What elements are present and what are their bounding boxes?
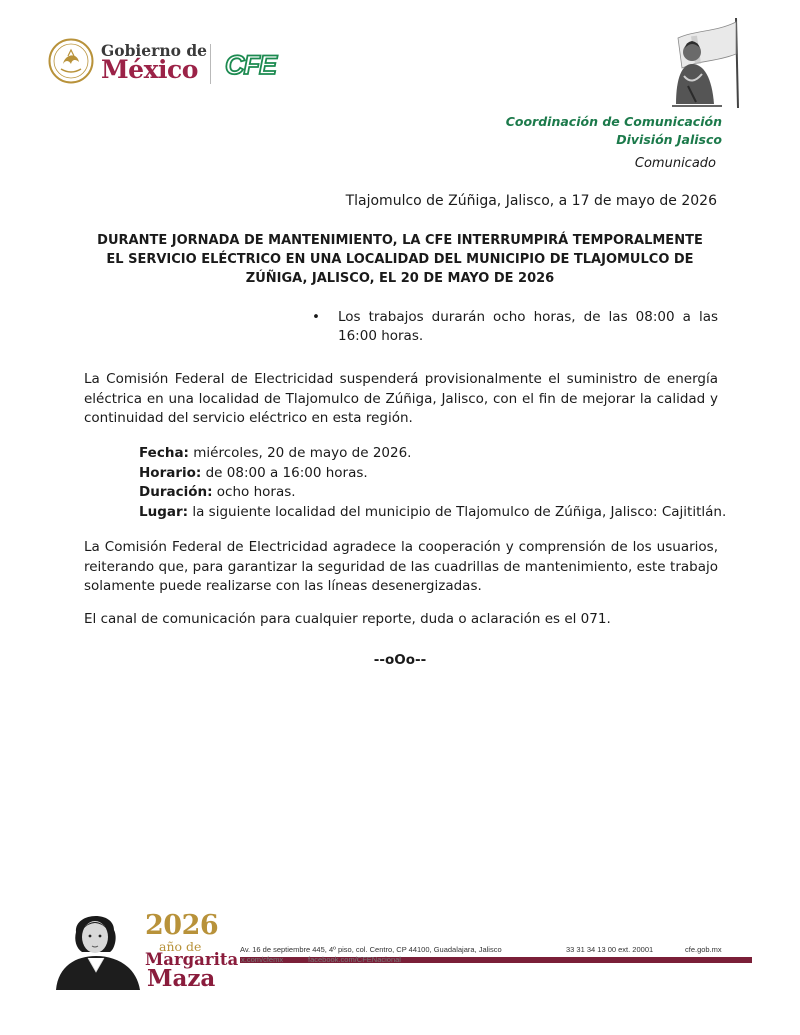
honoree-first-name: Margarita [145, 950, 239, 969]
bullet-icon: • [312, 309, 320, 325]
department-title: Coordinación de Comunicación [505, 114, 722, 129]
detail-value: miércoles, 20 de mayo de 2026. [193, 445, 412, 461]
logo-divider [210, 44, 211, 84]
footer-website-link[interactable]: cfe.gob.mx [685, 945, 722, 954]
footer-facebook-link[interactable]: facebook.com/CFENacional [308, 956, 401, 964]
press-release-headline: DURANTE JORNADA DE MANTENIMIENTO, LA CFE INTERRUMPIRÁ TEMPORALMENTE EL SERVICIO ELÉCTRICO EN UNA LOCALIDAD DEL MUNICIPIO DE TLAJOMULCO DE ZÚÑIGA, JALISCO, EL 20 DE MAYO DE 2026 [97, 233, 703, 286]
summary-bullet-text: Los trabajos durarán ocho horas, de las 08:00 a las 16:00 horas. [338, 309, 718, 344]
body-paragraph-3: El canal de comunicación para cualquier reporte, duda o aclaración es el 071. [84, 611, 611, 627]
detail-value: ocho horas. [216, 484, 296, 500]
year-subtitle: año de [159, 939, 202, 954]
gobierno-de-text: Gobierno de [101, 41, 208, 60]
year-text: 2026 [145, 910, 219, 941]
outage-details [139, 444, 729, 522]
detail-value: la siguiente localidad del municipio de Tlajomulco de Zúñiga, Jalisco: Cajititlán. [192, 503, 727, 520]
gobierno-mexico-cfe-logo [48, 38, 288, 88]
footer-phone: 33 31 34 13 00 ext. 20001 [566, 945, 654, 954]
closing-mark: --oOo-- [373, 652, 427, 668]
honoree-last-name: Maza [147, 965, 216, 992]
cfe-logo-text: CFE [225, 50, 276, 80]
body-paragraph-1: La Comisión Federal de Electricidad suspenderá provisionalmente el suministro de energía eléctrica en una localidad de Tlajomulco de Zúñiga, Jalisco, con el fin de mejorar la calidad y continuidad del servicio eléctrico en esta región. [84, 371, 718, 426]
summary-bullet [312, 308, 718, 346]
detail-label: Fecha: [139, 445, 189, 461]
national-seal-icon [48, 38, 94, 84]
detail-row-horario [139, 464, 729, 484]
detail-label: Duración: [139, 484, 213, 500]
body-paragraph-2: La Comisión Federal de Electricidad agradece la cooperación y comprensión de los usuarios, reiterando que, para garantizar la seguridad de las cuadrillas de mantenimiento, este trabajo solamente puede realizarse con las líneas desenergizadas. [84, 539, 718, 594]
margarita-maza-portrait [52, 906, 142, 990]
mexico-text: México [101, 55, 198, 84]
detail-value: de 08:00 a 16:00 horas. [205, 464, 368, 481]
footer-x-link[interactable]: x.com/cfemx [241, 956, 284, 964]
heroine-flag-illustration [652, 16, 742, 110]
detail-label: Horario: [139, 464, 202, 481]
document-type: Comunicado [634, 156, 716, 171]
detail-row-fecha [139, 444, 729, 464]
year-margarita-maza-logo [145, 910, 239, 992]
footer-address: Av. 16 de septiembre 445, 4º piso, col. Centro, CP 44100, Guadalajara, Jalisco [240, 945, 502, 954]
dateline: Tlajomulco de Zúñiga, Jalisco, a 17 de mayo de 2026 [345, 193, 717, 209]
detail-label: Lugar: [139, 503, 189, 520]
detail-row-lugar [139, 503, 729, 523]
detail-row-duracion [139, 483, 729, 503]
division-title: División Jalisco [616, 132, 722, 147]
